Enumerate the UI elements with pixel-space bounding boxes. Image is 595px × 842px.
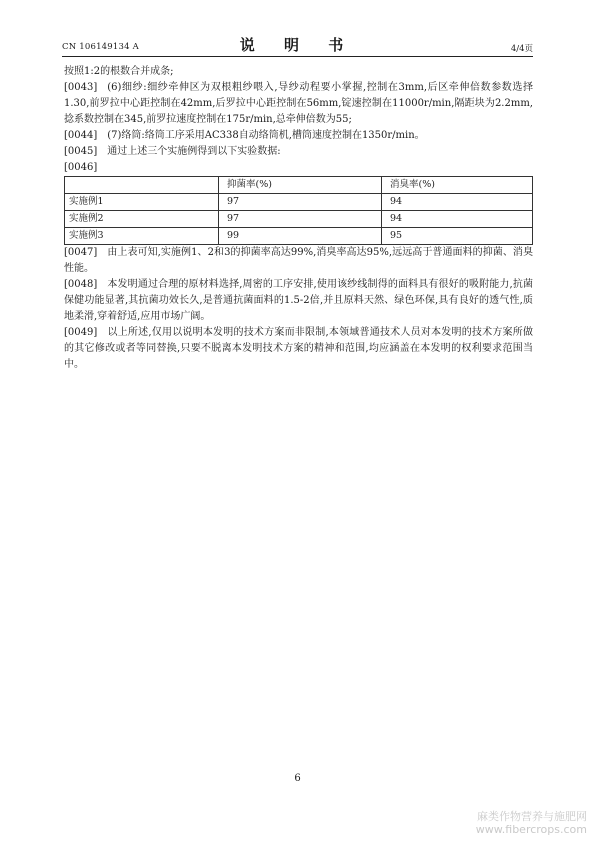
paragraph-text: (6)细纱:细纱牵伸区为双根粗纱喂入,导纱动程要小掌握,控制在3mm,后区牵伸倍数参数选择1.30,前罗拉中心距控制在42mm,后罗拉中心距控制在56mm,锭速控制在11000r/min,隔距块为2.2mm,捻系数控制在345,前罗拉速度控制在175r/min,总牵伸倍数为55; <box>64 82 533 125</box>
paragraph-number: [0045] <box>64 146 98 157</box>
paragraph-number: [0043] <box>64 82 98 93</box>
table-cell: 95 <box>382 228 533 245</box>
table-cell: 实施例2 <box>65 211 219 228</box>
table-cell: 99 <box>219 228 382 245</box>
table-cell: 94 <box>382 194 533 211</box>
paragraph-0049 <box>64 325 533 373</box>
table-cell: 97 <box>219 194 382 211</box>
paragraph-0043 <box>64 80 533 128</box>
paragraph-number: [0046] <box>64 162 98 173</box>
results-table <box>64 176 533 245</box>
page-header <box>62 34 533 56</box>
paragraph-0048 <box>64 277 533 325</box>
table-header-cell: 消臭率(%) <box>382 177 533 194</box>
paragraph-number: [0047] <box>64 247 98 258</box>
table-cell: 实施例1 <box>65 194 219 211</box>
paragraph-text: 按照1:2的根数合并成条; <box>64 66 174 77</box>
paragraph-text: 以上所述,仅用以说明本发明的技术方案而非限制,本领域普通技术人员对本发明的技术方案所做的其它修改或者等同替换,只要不脱离本发明技术方案的精神和范围,均应涵盖在本发明的权利要求范围当中。 <box>64 327 533 370</box>
watermark <box>476 810 587 836</box>
table-cell: 97 <box>219 211 382 228</box>
table-row <box>65 228 533 245</box>
document-body <box>64 64 533 373</box>
table-header-cell <box>65 177 219 194</box>
watermark-line: www.fibercrops.com <box>475 823 587 836</box>
publication-number: CN 106149134 A <box>62 42 139 52</box>
results-table-wrapper <box>64 176 533 245</box>
paragraph-number: [0048] <box>64 279 98 290</box>
paragraph-0046 <box>64 160 533 176</box>
table-cell: 94 <box>382 211 533 228</box>
paragraph-text: 通过上述三个实施例得到以下实验数据: <box>107 146 281 157</box>
table-header-cell: 抑菌率(%) <box>219 177 382 194</box>
table-row <box>65 194 533 211</box>
table-header-row <box>65 177 533 194</box>
paragraph-0047 <box>64 245 533 277</box>
page-number: 6 <box>294 773 301 784</box>
table-row <box>65 211 533 228</box>
watermark-line: 麻类作物营养与施肥网 <box>477 810 587 823</box>
table-cell: 实施例3 <box>65 228 219 245</box>
paragraph-number: [0049] <box>64 327 98 338</box>
paragraph-text: 本发明通过合理的原材料选择,周密的工序安排,使用该纱线制得的面料具有很好的吸附能力,抗菌保健功能显著,其抗菌功效长久,是普通抗菌面料的1.5-2倍,并且原料天然、绿色环保,具有良好的透气性,质地柔滑,穿着舒适,应用市场广阔。 <box>64 279 533 322</box>
document-title: 说 明 书 <box>239 36 356 54</box>
paragraph-0045 <box>64 144 533 160</box>
header-divider <box>62 56 533 57</box>
page-label: 4/4页 <box>510 44 533 54</box>
paragraph-continuation <box>64 64 533 80</box>
paragraph-text: (7)络筒:络筒工序采用AC338自动络筒机,槽筒速度控制在1350r/min。 <box>107 130 425 141</box>
paragraph-text: 由上表可知,实施例1、2和3的抑菌率高达99%,消臭率高达95%,远远高于普通面料的抑菌、消臭性能。 <box>64 247 533 274</box>
paragraph-number: [0044] <box>64 130 98 141</box>
paragraph-0044 <box>64 128 533 144</box>
